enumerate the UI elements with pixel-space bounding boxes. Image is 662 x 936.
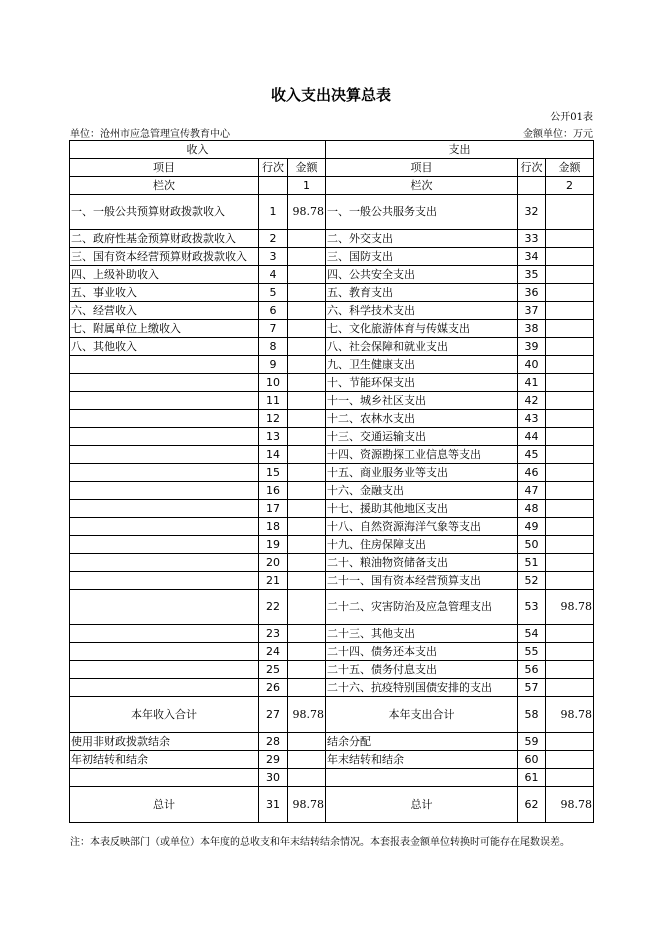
- expense-item: 二十五、债务付息支出: [326, 661, 518, 679]
- income-line-no: 21: [259, 572, 288, 590]
- income-item-header: 项目: [70, 159, 259, 177]
- income-item: [70, 625, 259, 643]
- expense-line-no: 50: [518, 536, 546, 554]
- expense-amount: [546, 482, 594, 500]
- income-amount: 98.78: [288, 195, 326, 230]
- page-title: 收入支出决算总表: [270, 86, 391, 104]
- expense-item: 年末结转和结余: [326, 751, 518, 769]
- expense-line-no: 43: [518, 410, 546, 428]
- income-amount-header: 金额: [288, 159, 326, 177]
- expense-item: 六、科学技术支出: [326, 302, 518, 320]
- expense-amount: [546, 661, 594, 679]
- income-item: 总计: [70, 787, 259, 823]
- expense-item-header: 项目: [326, 159, 518, 177]
- income-line-no: 9: [259, 356, 288, 374]
- expense-item: 十五、商业服务业等支出: [326, 464, 518, 482]
- income-item: [70, 482, 259, 500]
- income-line-no: 7: [259, 320, 288, 338]
- table-row: [70, 482, 594, 500]
- income-amount: [288, 428, 326, 446]
- expense-item: 十七、援助其他地区支出: [326, 500, 518, 518]
- expense-amount: 98.78: [546, 590, 594, 625]
- income-amount: [288, 266, 326, 284]
- income-line-no: 13: [259, 428, 288, 446]
- income-item: 五、事业收入: [70, 284, 259, 302]
- income-line-no: 11: [259, 392, 288, 410]
- income-item: [70, 572, 259, 590]
- header-row-columns: [70, 159, 594, 177]
- table-row: [70, 248, 594, 266]
- expense-item: 二十六、抗疫特别国债安排的支出: [326, 679, 518, 697]
- income-line-no: 3: [259, 248, 288, 266]
- expense-item: 十二、农林水支出: [326, 410, 518, 428]
- income-amount: [288, 338, 326, 356]
- table-row: [70, 769, 594, 787]
- income-amount: [288, 751, 326, 769]
- expense-line-no: 37: [518, 302, 546, 320]
- income-line-no: 12: [259, 410, 288, 428]
- income-item: [70, 356, 259, 374]
- expense-line-no: 54: [518, 625, 546, 643]
- income-item: [70, 554, 259, 572]
- expense-item: 二十一、国有资本经营预算支出: [326, 572, 518, 590]
- expense-item: 九、卫生健康支出: [326, 356, 518, 374]
- income-line-no: 30: [259, 769, 288, 787]
- income-line-no: 8: [259, 338, 288, 356]
- expense-column-label: 栏次: [326, 177, 518, 195]
- table-row: [70, 518, 594, 536]
- expense-line-no: 39: [518, 338, 546, 356]
- expense-item: 一、一般公共服务支出: [326, 195, 518, 230]
- income-item: [70, 500, 259, 518]
- expense-item: [326, 769, 518, 787]
- income-amount: [288, 572, 326, 590]
- reporting-unit: 单位：沧州市应急管理宣传教育中心: [70, 129, 230, 140]
- expense-item: 本年支出合计: [326, 697, 518, 733]
- expense-line-no: 45: [518, 446, 546, 464]
- table-row: [70, 356, 594, 374]
- expense-amount: [546, 284, 594, 302]
- income-amount: [288, 284, 326, 302]
- income-expense-table: [69, 140, 594, 823]
- income-item: 二、政府性基金预算财政拨款收入: [70, 230, 259, 248]
- table-row: [70, 320, 594, 338]
- income-line-no: 5: [259, 284, 288, 302]
- expense-line-no: 49: [518, 518, 546, 536]
- expense-item: 十八、自然资源海洋气象等支出: [326, 518, 518, 536]
- expense-line-no: 60: [518, 751, 546, 769]
- expense-amount: [546, 572, 594, 590]
- table-row: [70, 572, 594, 590]
- income-amount: [288, 230, 326, 248]
- income-amount: [288, 410, 326, 428]
- income-amount: [288, 320, 326, 338]
- income-line-no: 18: [259, 518, 288, 536]
- table-row: [70, 195, 594, 230]
- expense-item: 四、公共安全支出: [326, 266, 518, 284]
- income-item: [70, 536, 259, 554]
- income-line-no: 28: [259, 733, 288, 751]
- empty-cell: [259, 177, 288, 195]
- table-row: [70, 410, 594, 428]
- income-item: 本年收入合计: [70, 697, 259, 733]
- income-line-no: 2: [259, 230, 288, 248]
- income-item: [70, 374, 259, 392]
- expense-amount-header: 金额: [546, 159, 594, 177]
- expense-item: 二十三、其他支出: [326, 625, 518, 643]
- expense-amount: [546, 625, 594, 643]
- expense-item: 二十、粮油物资储备支出: [326, 554, 518, 572]
- expense-line-no: 41: [518, 374, 546, 392]
- expense-column-index: 2: [546, 177, 594, 195]
- expense-line-no: 52: [518, 572, 546, 590]
- income-line-no: 15: [259, 464, 288, 482]
- income-line-no: 10: [259, 374, 288, 392]
- table-row: [70, 500, 594, 518]
- income-item: [70, 518, 259, 536]
- expense-amount: [546, 464, 594, 482]
- expense-line-no: 62: [518, 787, 546, 823]
- income-item: 年初结转和结余: [70, 751, 259, 769]
- expense-item: 三、国防支出: [326, 248, 518, 266]
- table-row: [70, 554, 594, 572]
- income-item: 八、其他收入: [70, 338, 259, 356]
- income-header: 收入: [70, 141, 326, 159]
- income-amount: 98.78: [288, 697, 326, 733]
- income-line-no-header: 行次: [259, 159, 288, 177]
- expense-amount: [546, 338, 594, 356]
- expense-item: 十九、住房保障支出: [326, 536, 518, 554]
- expense-line-no: 33: [518, 230, 546, 248]
- expense-line-no: 47: [518, 482, 546, 500]
- expense-amount: [546, 195, 594, 230]
- expense-item: 七、文化旅游体育与传媒支出: [326, 320, 518, 338]
- income-amount: [288, 302, 326, 320]
- expense-item: 结余分配: [326, 733, 518, 751]
- income-line-no: 17: [259, 500, 288, 518]
- income-line-no: 25: [259, 661, 288, 679]
- income-line-no: 24: [259, 643, 288, 661]
- form-number: 公开01表: [550, 112, 593, 123]
- income-item: 一、一般公共预算财政拨款收入: [70, 195, 259, 230]
- income-item: 六、经营收入: [70, 302, 259, 320]
- expense-line-no: 40: [518, 356, 546, 374]
- expense-line-no: 32: [518, 195, 546, 230]
- expense-amount: [546, 302, 594, 320]
- expense-item: 二十四、债务还本支出: [326, 643, 518, 661]
- expense-line-no: 44: [518, 428, 546, 446]
- income-item: [70, 464, 259, 482]
- income-amount: [288, 356, 326, 374]
- expense-amount: [546, 554, 594, 572]
- income-item: [70, 428, 259, 446]
- income-item: [70, 392, 259, 410]
- table-row: [70, 697, 594, 733]
- income-amount: [288, 661, 326, 679]
- table-row: [70, 302, 594, 320]
- table-row: [70, 392, 594, 410]
- table-row: [70, 446, 594, 464]
- income-line-no: 4: [259, 266, 288, 284]
- income-line-no: 27: [259, 697, 288, 733]
- header-row-section: [70, 141, 594, 159]
- table-row: [70, 679, 594, 697]
- income-line-no: 26: [259, 679, 288, 697]
- income-amount: [288, 392, 326, 410]
- expense-amount: [546, 679, 594, 697]
- expense-amount: [546, 392, 594, 410]
- expense-item: 八、社会保障和就业支出: [326, 338, 518, 356]
- income-amount: [288, 554, 326, 572]
- table-row: [70, 428, 594, 446]
- expense-line-no: 61: [518, 769, 546, 787]
- table-row: [70, 661, 594, 679]
- income-line-no: 6: [259, 302, 288, 320]
- footnote: 注：本表反映部门（或单位）本年度的总收支和年末结转结余情况。本套报表金额单位转换时可能存在尾数误差。: [70, 837, 570, 848]
- expense-amount: [546, 733, 594, 751]
- expense-amount: [546, 266, 594, 284]
- expense-amount: [546, 446, 594, 464]
- income-amount: [288, 518, 326, 536]
- income-line-no: 19: [259, 536, 288, 554]
- amount-unit: 金额单位：万元: [523, 129, 593, 140]
- income-line-no: 16: [259, 482, 288, 500]
- income-amount: [288, 500, 326, 518]
- expense-item: 十六、金融支出: [326, 482, 518, 500]
- expense-line-no: 46: [518, 464, 546, 482]
- income-item: 七、附属单位上缴收入: [70, 320, 259, 338]
- income-line-no: 22: [259, 590, 288, 625]
- income-item: [70, 643, 259, 661]
- income-amount: [288, 482, 326, 500]
- expense-header: 支出: [326, 141, 594, 159]
- expense-line-no: 58: [518, 697, 546, 733]
- income-line-no: 20: [259, 554, 288, 572]
- income-amount: [288, 536, 326, 554]
- expense-line-no: 42: [518, 392, 546, 410]
- income-amount: 98.78: [288, 787, 326, 823]
- table-row: [70, 338, 594, 356]
- income-amount: [288, 464, 326, 482]
- table-row: [70, 374, 594, 392]
- expense-item: 二十二、灾害防治及应急管理支出: [326, 590, 518, 625]
- expense-line-no: 56: [518, 661, 546, 679]
- table-body: [70, 141, 594, 823]
- table-row: [70, 464, 594, 482]
- income-line-no: 14: [259, 446, 288, 464]
- income-amount: [288, 248, 326, 266]
- expense-line-no: 57: [518, 679, 546, 697]
- income-item: [70, 661, 259, 679]
- income-amount: [288, 446, 326, 464]
- income-column-label: 栏次: [70, 177, 259, 195]
- expense-amount: [546, 769, 594, 787]
- expense-line-no: 36: [518, 284, 546, 302]
- expense-item: 十四、资源勘探工业信息等支出: [326, 446, 518, 464]
- income-amount: [288, 679, 326, 697]
- table-row: [70, 230, 594, 248]
- expense-amount: [546, 374, 594, 392]
- expense-item: 十三、交通运输支出: [326, 428, 518, 446]
- table-row: [70, 284, 594, 302]
- expense-line-no: 38: [518, 320, 546, 338]
- expense-amount: [546, 500, 594, 518]
- expense-line-no-header: 行次: [518, 159, 546, 177]
- expense-amount: [546, 230, 594, 248]
- expense-amount: [546, 643, 594, 661]
- expense-amount: [546, 356, 594, 374]
- income-line-no: 1: [259, 195, 288, 230]
- header-row-column-index: [70, 177, 594, 195]
- expense-amount: 98.78: [546, 787, 594, 823]
- income-item: [70, 769, 259, 787]
- income-amount: [288, 625, 326, 643]
- income-item: [70, 446, 259, 464]
- expense-item: 二、外交支出: [326, 230, 518, 248]
- income-amount: [288, 643, 326, 661]
- table-row: [70, 787, 594, 823]
- expense-line-no: 34: [518, 248, 546, 266]
- expense-amount: [546, 518, 594, 536]
- expense-line-no: 59: [518, 733, 546, 751]
- income-item: 四、上级补助收入: [70, 266, 259, 284]
- expense-line-no: 35: [518, 266, 546, 284]
- income-amount: [288, 590, 326, 625]
- income-line-no: 23: [259, 625, 288, 643]
- income-amount: [288, 733, 326, 751]
- income-amount: [288, 769, 326, 787]
- expense-line-no: 55: [518, 643, 546, 661]
- expense-item: 十一、城乡社区支出: [326, 392, 518, 410]
- table-row: [70, 536, 594, 554]
- expense-amount: [546, 410, 594, 428]
- expense-amount: [546, 428, 594, 446]
- table-row: [70, 751, 594, 769]
- expense-amount: 98.78: [546, 697, 594, 733]
- table-row: [70, 733, 594, 751]
- income-column-index: 1: [288, 177, 326, 195]
- table-row: [70, 625, 594, 643]
- income-amount: [288, 374, 326, 392]
- expense-line-no: 48: [518, 500, 546, 518]
- income-line-no: 29: [259, 751, 288, 769]
- expense-item: 十、节能环保支出: [326, 374, 518, 392]
- table-row: [70, 266, 594, 284]
- table-row: [70, 590, 594, 625]
- empty-cell: [518, 177, 546, 195]
- expense-item: 总计: [326, 787, 518, 823]
- income-item: [70, 590, 259, 625]
- expense-line-no: 51: [518, 554, 546, 572]
- expense-amount: [546, 751, 594, 769]
- income-item: [70, 679, 259, 697]
- income-item: [70, 410, 259, 428]
- table-row: [70, 643, 594, 661]
- expense-amount: [546, 320, 594, 338]
- expense-line-no: 53: [518, 590, 546, 625]
- expense-amount: [546, 536, 594, 554]
- expense-amount: [546, 248, 594, 266]
- income-item: 三、国有资本经营预算财政拨款收入: [70, 248, 259, 266]
- expense-item: 五、教育支出: [326, 284, 518, 302]
- income-item: 使用非财政拨款结余: [70, 733, 259, 751]
- income-line-no: 31: [259, 787, 288, 823]
